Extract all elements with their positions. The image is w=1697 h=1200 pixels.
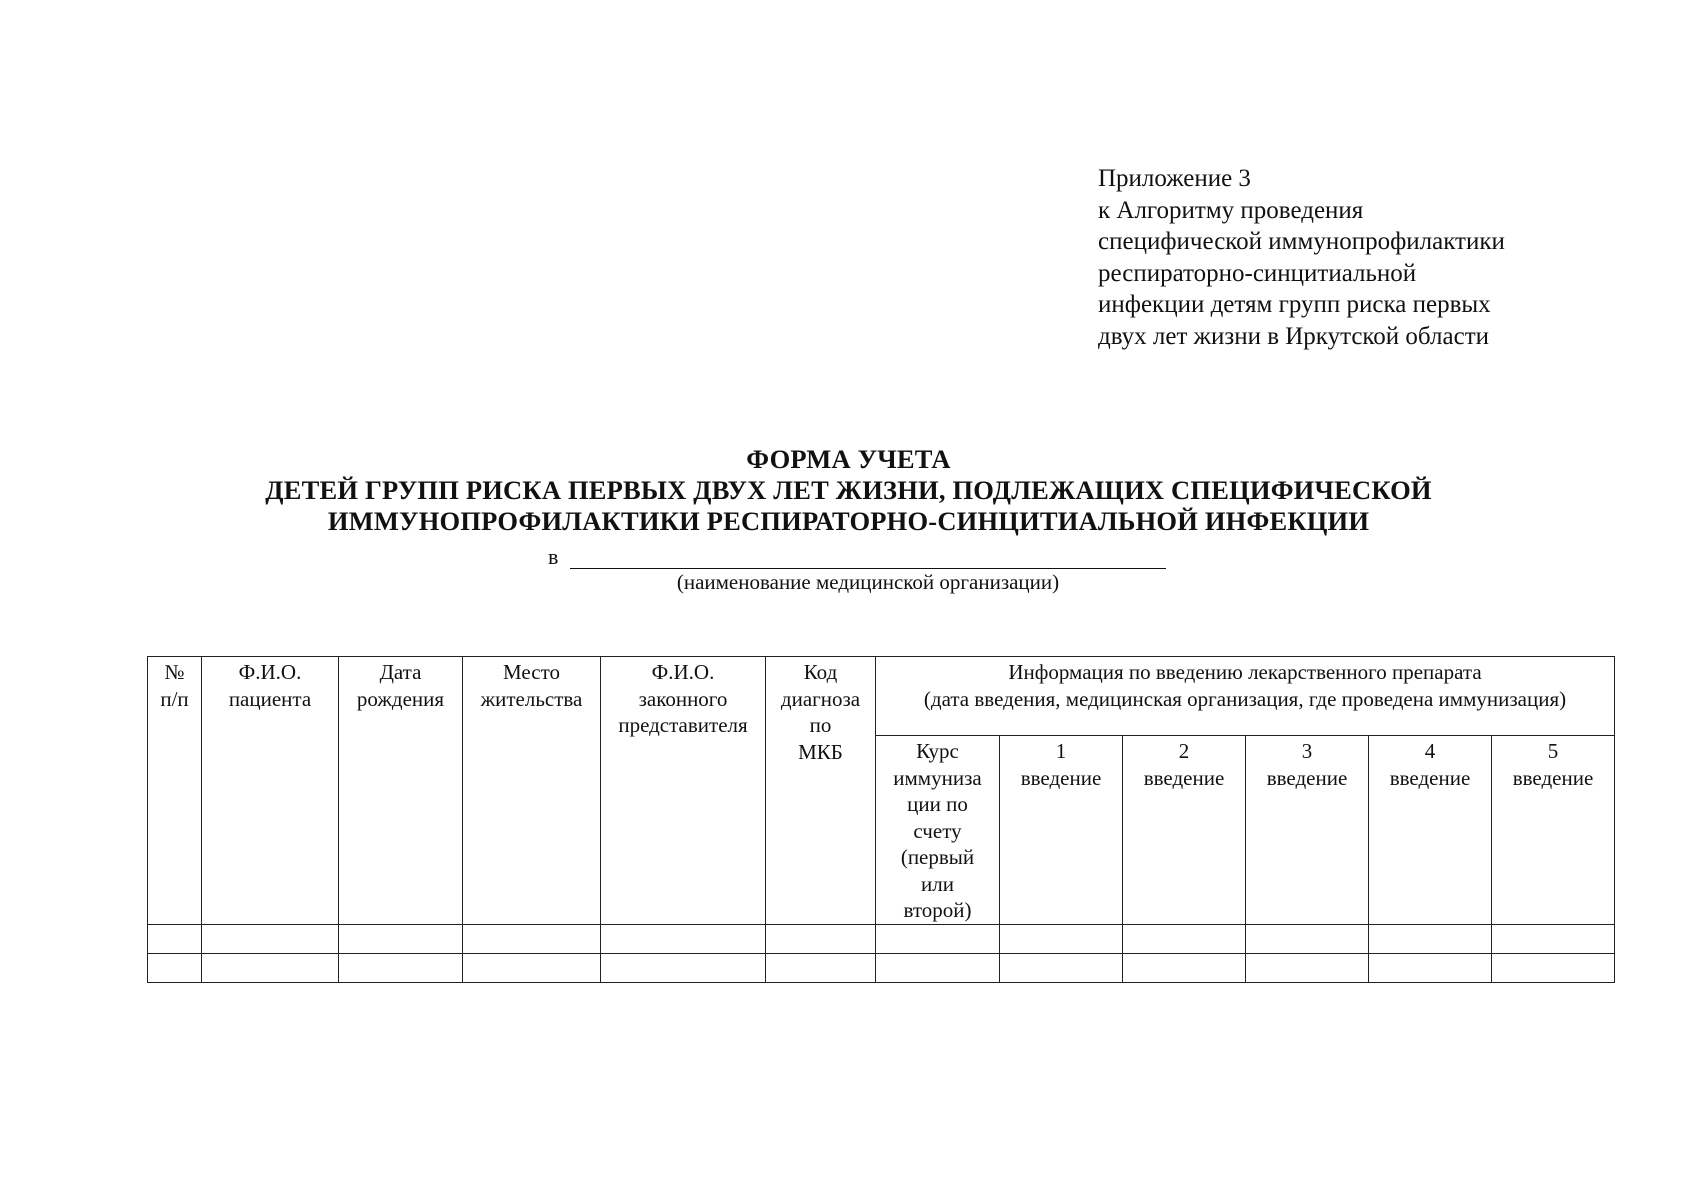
appendix-note <box>1098 163 1505 352</box>
table-cell[interactable] <box>339 925 463 954</box>
table-cell[interactable] <box>148 954 202 983</box>
table-cell[interactable] <box>1000 954 1123 983</box>
header-dose-2: 2 введение <box>1123 736 1246 925</box>
appendix-line: респираторно-синцитиальной <box>1098 259 1417 287</box>
table-cell[interactable] <box>766 925 876 954</box>
table-cell[interactable] <box>1000 925 1123 954</box>
table-cell[interactable] <box>1492 954 1615 983</box>
appendix-line: Приложение 3 <box>1098 165 1251 192</box>
table-cell[interactable] <box>1123 925 1246 954</box>
header-dose-5: 5 введение <box>1492 736 1615 925</box>
table-cell[interactable] <box>202 954 339 983</box>
table-cell[interactable] <box>601 954 766 983</box>
header-patient-name: Ф.И.О. пациента <box>202 657 339 925</box>
header-immunization-course: Курс иммуниза ции по счету (первый или второй) <box>876 736 1000 925</box>
form-title-line1: ФОРМА УЧЕТА <box>746 444 951 474</box>
header-birth-date: Дата рождения <box>339 657 463 925</box>
table-cell[interactable] <box>1246 925 1369 954</box>
header-residence: Место жительства <box>463 657 601 925</box>
form-title <box>0 444 1697 537</box>
header-dose-4: 4 введение <box>1369 736 1492 925</box>
form-title-line2: ДЕТЕЙ ГРУПП РИСКА ПЕРВЫХ ДВУХ ЛЕТ ЖИЗНИ, ПОДЛЕЖАЩИХ СПЕЦИФИЧЕСКОЙ <box>265 475 1432 505</box>
form-title-line3: ИММУНОПРОФИЛАКТИКИ РЕСПИРАТОРНО-СИНЦИТИАЛЬНОЙ ИНФЕКЦИИ <box>327 506 1370 536</box>
table-cell[interactable] <box>1246 954 1369 983</box>
table-cell[interactable] <box>463 925 601 954</box>
organization-caption: (наименование медицинской организации) <box>676 570 1060 594</box>
table-cell[interactable] <box>148 925 202 954</box>
header-guardian-name: Ф.И.О. законного представителя <box>601 657 766 925</box>
header-dose-1: 1 введение <box>1000 736 1123 925</box>
table-header-row <box>148 657 1615 736</box>
table-cell[interactable] <box>876 925 1000 954</box>
table-cell[interactable] <box>1123 954 1246 983</box>
table-row <box>148 925 1615 954</box>
appendix-line: двух лет жизни в Иркутской области <box>1098 322 1490 350</box>
table-cell[interactable] <box>339 954 463 983</box>
table-cell[interactable] <box>1369 954 1492 983</box>
table-cell[interactable] <box>1369 925 1492 954</box>
table-cell[interactable] <box>766 954 876 983</box>
header-drug-administration-group: Информация по введению лекарственного препарата (дата введения, медицинская организация, где проведена иммунизация) <box>876 657 1615 736</box>
registration-table <box>147 656 1615 983</box>
organization-blank-line[interactable] <box>570 568 1166 569</box>
header-number: № п/п <box>148 657 202 925</box>
table-cell[interactable] <box>601 925 766 954</box>
table-cell[interactable] <box>463 954 601 983</box>
table-row <box>148 954 1615 983</box>
table-cell[interactable] <box>1492 925 1615 954</box>
appendix-line: специфической иммунопрофилактики <box>1098 228 1505 255</box>
header-dose-3: 3 введение <box>1246 736 1369 925</box>
appendix-line: инфекции детям групп риска первых <box>1098 291 1491 318</box>
table-cell[interactable] <box>876 954 1000 983</box>
header-icd-code: Код диагноза по МКБ <box>766 657 876 925</box>
table-cell[interactable] <box>202 925 339 954</box>
appendix-line: к Алгоритму проведения <box>1098 196 1364 224</box>
organization-prefix: в <box>548 544 559 569</box>
